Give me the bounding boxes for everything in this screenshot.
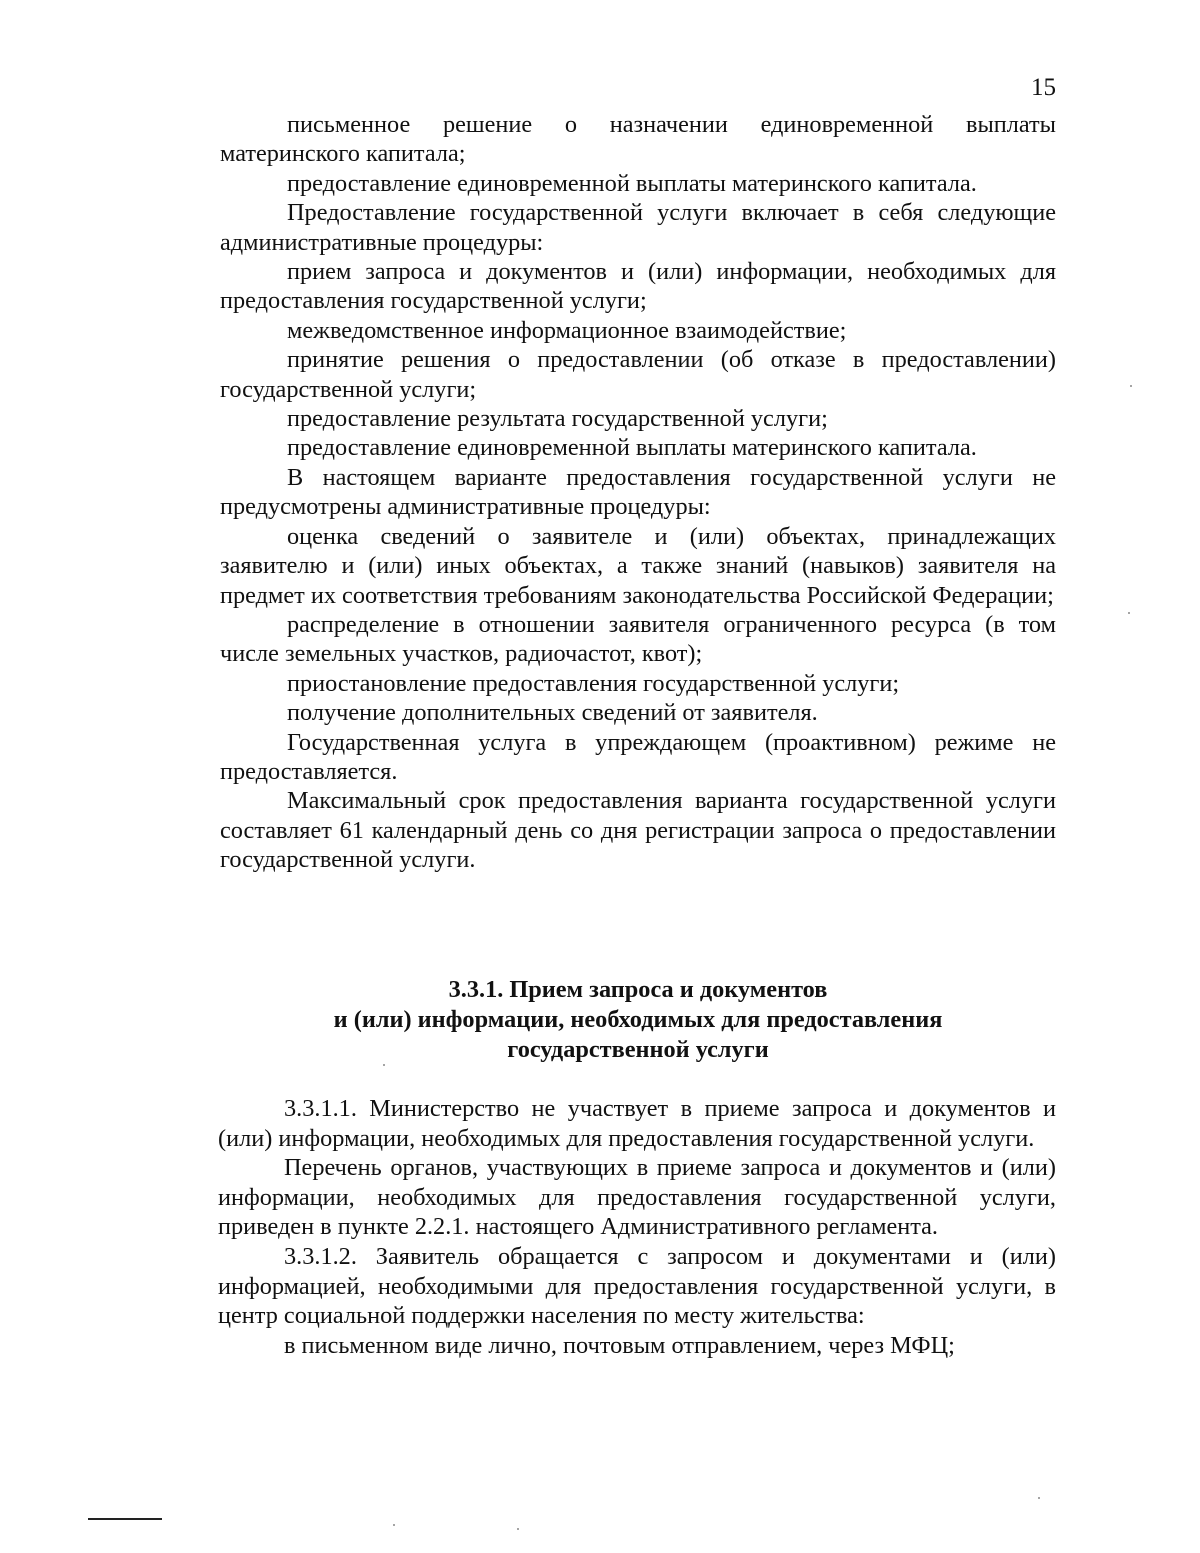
paragraph: принятие решения о предоставлении (об отказе в предоставлении) государственной услуги; <box>220 346 1056 403</box>
paragraph: В настоящем варианте предоставления государственной услуги не предусмотрены административные процедуры: <box>220 463 1056 521</box>
paragraph: распределение в отношении заявителя ограниченного ресурса (в том числе земельных участков, радиочастот, квот); <box>220 610 1056 668</box>
paragraph: предоставление единовременной выплаты материнского капитала. <box>287 169 977 197</box>
paragraph: прием запроса и документов и (или) информации, необходимых для предоставления государственной услуги; <box>220 258 1056 315</box>
section-heading-line: и (или) информации, необходимых для предоставления <box>333 1005 943 1033</box>
paragraph: Максимальный срок предоставления варианта государственной услуги составляет 61 календарный день со дня регистрации запроса о предоставлении государственной услуги. <box>220 787 1056 874</box>
scan-speck <box>1038 1497 1040 1499</box>
paragraph: 3.3.1.1. Министерство не участвует в приеме запроса и документов и (или) информации, необходимых для предоставления государственной услуги. <box>218 1095 1056 1152</box>
paragraph: Предоставление государственной услуги включает в себя следующие административные процедуры: <box>220 199 1056 256</box>
paragraph: оценка сведений о заявителе и (или) объектах, принадлежащих заявителю и (или) иных объектах, а также знаний (навыков) заявителя на предмет их соответствия требованиям законодательства Российской Федерации; <box>220 522 1056 609</box>
paragraph: предоставление результата государственной услуги; <box>287 405 828 433</box>
scan-speck <box>517 1528 519 1530</box>
section-heading-line: 3.3.1. Прием запроса и документов <box>448 976 828 1003</box>
section-heading <box>220 975 1056 1064</box>
paragraph: получение дополнительных сведений от заявителя. <box>287 699 818 727</box>
section-heading-line: государственной услуги <box>507 1035 769 1063</box>
scan-speck <box>1130 385 1132 387</box>
scan-speck <box>393 1524 395 1526</box>
page-number: 15 <box>1031 74 1056 101</box>
footer-rule <box>88 1518 162 1520</box>
scan-speck <box>383 1064 385 1066</box>
paragraph: письменное решение о назначении единовременной выплаты материнского капитала; <box>220 111 1056 168</box>
paragraph: Государственная услуга в упреждающем (проактивном) режиме не предоставляется. <box>220 728 1056 785</box>
body-text <box>220 110 1056 875</box>
paragraph: Перечень органов, участвующих в приеме запроса и документов и (или) информации, необходимых для предоставления государственной услуги, приведен в пункте 2.2.1. настоящего Административного регламента. <box>218 1154 1056 1241</box>
paragraph: приостановление предоставления государственной услуги; <box>287 669 900 697</box>
paragraph: межведомственное информационное взаимодействие; <box>287 316 847 344</box>
paragraph: предоставление единовременной выплаты материнского капитала. <box>287 434 977 462</box>
section-text <box>218 1094 1056 1360</box>
scan-speck <box>1128 612 1130 614</box>
paragraph: в письменном виде лично, почтовым отправлением, через МФЦ; <box>284 1331 955 1359</box>
paragraph: 3.3.1.2. Заявитель обращается с запросом и документами и (или) информацией, необходимыми для предоставления государственной услуги, в центр социальной поддержки населения по месту жительства: <box>218 1242 1056 1330</box>
